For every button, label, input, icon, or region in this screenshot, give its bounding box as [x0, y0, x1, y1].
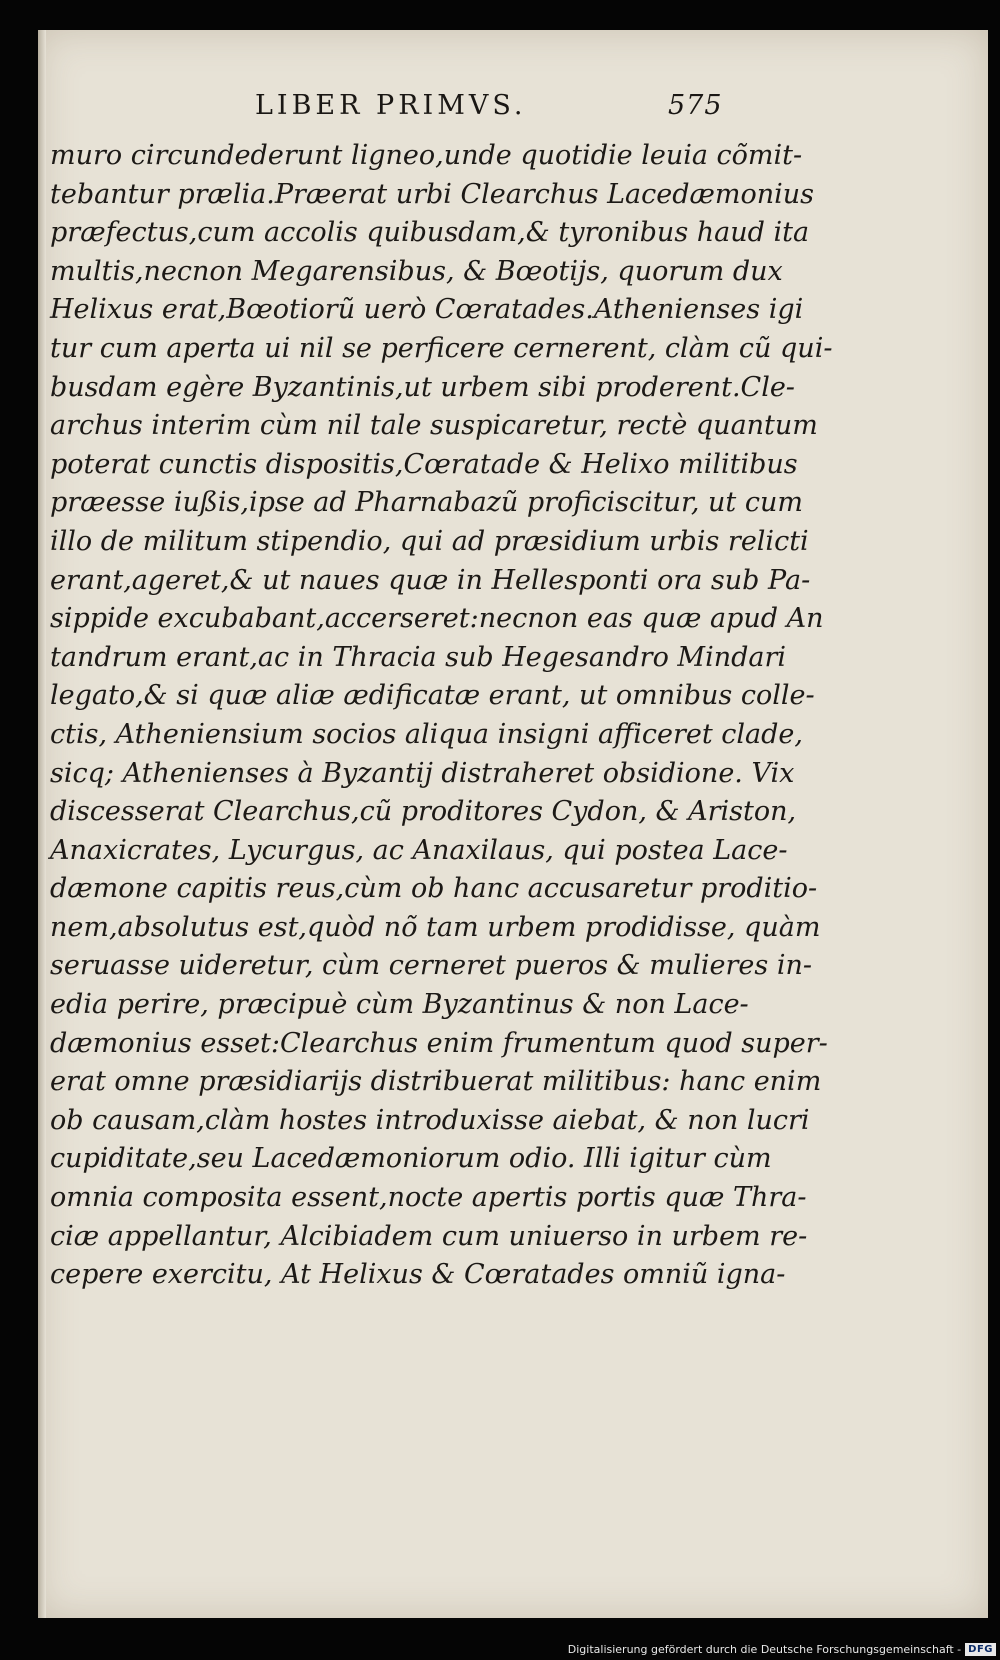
text-line: ob causam,clàm hostes introduxisse aiebat, & non lucri	[50, 1104, 810, 1136]
text-line: busdam egère Byzantinis,ut urbem sibi proderent.Cle-	[50, 371, 795, 403]
page-gutter-shadow	[38, 30, 46, 1618]
text-line: tur cum aperta ui nil se perficere cernerent, clàm cũ qui-	[50, 332, 833, 364]
text-line: legato,& si quæ aliæ ædificatæ erant, ut omnibus colle-	[50, 680, 815, 712]
text-line: sicq; Athenienses à Byzantij distraheret obsidione. Vix	[50, 757, 795, 789]
text-line: poterat cunctis dispositis,Cœratade & Helixo militibus	[50, 448, 798, 480]
text-line: cupiditate,seu Lacedæmoniorum odio. Illi igitur cùm	[50, 1143, 772, 1175]
page-number: 575	[668, 90, 723, 121]
text-line: erant,ageret,& ut naues quæ in Hellesponti ora sub Pa-	[50, 564, 811, 596]
text-line: ctis, Atheniensium socios aliqua insigni afficeret clade,	[50, 718, 803, 750]
text-line: præesse iußis,ipse ad Pharnabazũ proficiscitur, ut cum	[50, 487, 803, 519]
text-line: tandrum erant,ac in Thracia sub Hegesandro Mindari	[50, 641, 787, 673]
text-line: ciæ appellantur, Alcibiadem cum uniuerso in urbem re-	[50, 1220, 808, 1252]
text-line: præfectus,cum accolis quibusdam,& tyronibus haud ita	[50, 217, 810, 249]
text-line: multis,necnon Megarensibus, & Bœotijs, quorum dux	[50, 255, 783, 287]
text-line: archus interim cùm nil tale suspicaretur, rectè quantum	[50, 410, 818, 442]
text-line: muro circundederunt ligneo,unde quotidie leuia cõmit-	[50, 140, 803, 171]
credit-text: Digitalisierung gefördert durch die Deutsche Forschungsgemeinschaft -	[567, 1643, 962, 1656]
text-line: sippide excubabant,accerseret:necnon eas quæ apud An	[50, 603, 824, 635]
dfg-logo: DFG	[965, 1643, 996, 1656]
text-line: edia perire, præcipuè cùm Byzantinus & non Lace-	[50, 989, 749, 1021]
text-line: cepere exercitu, At Helixus & Cœratades omniũ igna-	[50, 1259, 786, 1291]
text-line: illo de militum stipendio, qui ad præsidium urbis relicti	[50, 525, 809, 557]
text-line: nem,absolutus est,quòd nõ tam urbem prodidisse, quàm	[50, 911, 821, 943]
text-line: Anaxicrates, Lycurgus, ac Anaxilaus, qui postea Lace-	[50, 834, 788, 866]
text-line: dæmonius esset:Clearchus enim frumentum quod super-	[50, 1027, 828, 1059]
running-title: LIBER PRIMVS.	[255, 90, 527, 121]
text-block	[50, 137, 833, 1295]
text-line: tebantur prælia.Præerat urbi Clearchus Lacedæmonius	[50, 178, 815, 210]
text-line: omnia composita essent,nocte apertis portis quæ Thra-	[50, 1182, 807, 1214]
text-line: seruasse uideretur, cùm cerneret pueros & mulieres in-	[50, 950, 812, 982]
text-line: erat omne præsidiarijs distribuerat militibus: hanc enim	[50, 1066, 822, 1098]
text-line: discesserat Clearchus,cũ proditores Cydon, & Ariston,	[50, 796, 797, 828]
text-line: Helixus erat,Bœotiorũ uerò Cœratades.Athenienses igi	[50, 294, 804, 326]
digitization-credit	[568, 1643, 996, 1656]
text-line: dæmone capitis reus,cùm ob hanc accusaretur proditio-	[50, 873, 818, 905]
